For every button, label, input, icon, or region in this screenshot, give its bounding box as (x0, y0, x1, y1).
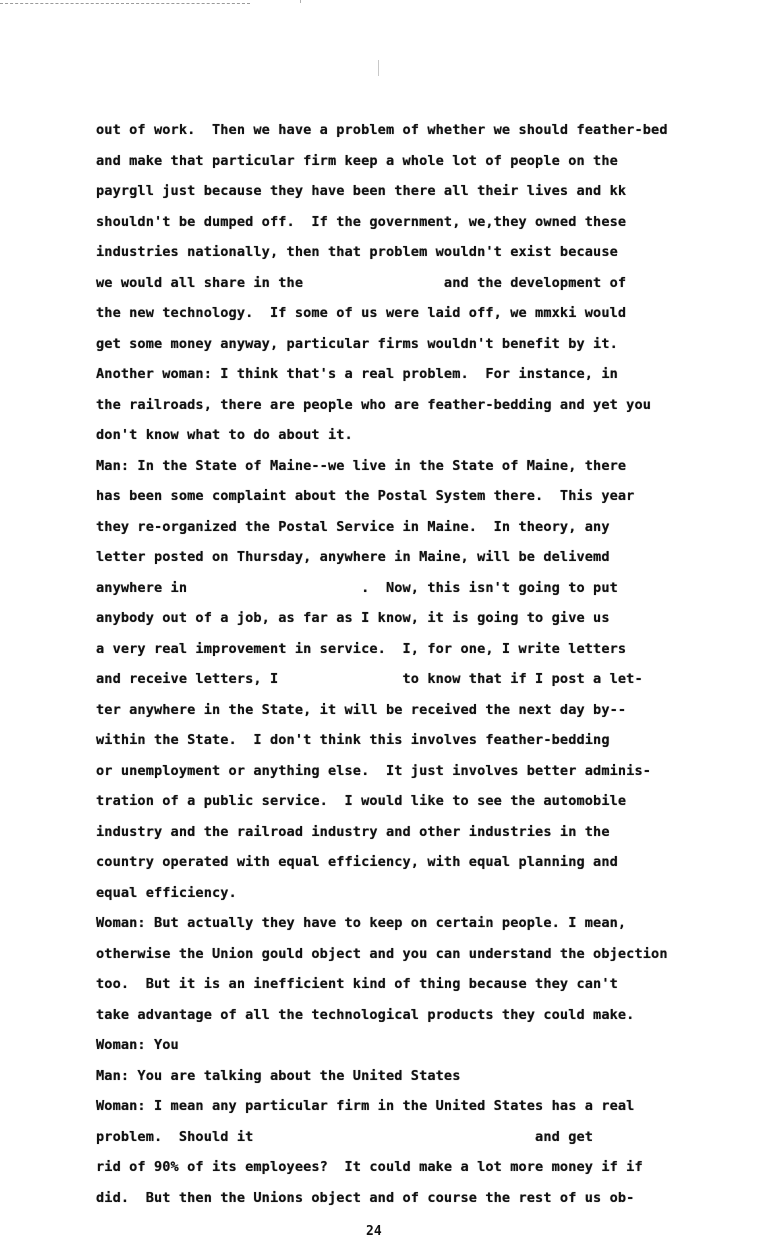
scan-edge-artifact (0, 3, 250, 4)
text-line: a very real improvement in service. I, for one, I write letters (96, 640, 627, 657)
text-line: shouldn't be dumped off. If the government, we,they owned these (96, 213, 627, 230)
text-line: equal efficiency. (96, 884, 237, 901)
text-line: did. But then the Unions object and of course the rest of us ob- (96, 1189, 635, 1206)
text-line: anybody out of a job, as far as I know, it is going to give us (96, 610, 610, 626)
text-line: Man: In the State of Maine--we live in the State of Maine, there (96, 457, 627, 474)
text-line: too. But it is an inefficient kind of thing because they can't (96, 976, 618, 992)
text-line: the new technology. If some of us were laid off, we mmxki would (96, 305, 627, 321)
text-line: Man: You are talking about the United States (96, 1067, 461, 1084)
text-line: Another woman: I think that's a real problem. For instance, in (96, 366, 618, 382)
text-line: Woman: But actually they have to keep on certain people. I mean, (96, 915, 627, 931)
text-line: Woman: You (96, 1037, 179, 1053)
text-line: anywhere in . Now, this isn't going to put (96, 579, 618, 596)
text-line: country operated with equal efficiency, with equal planning and (96, 854, 618, 870)
text-line: we would all share in the and the development of (96, 274, 627, 291)
text-line: within the State. I don't think this involves feather-bedding (96, 732, 610, 748)
text-line: industry and the railroad industry and other industries in the (96, 823, 610, 840)
page-number: 24 (366, 1224, 382, 1239)
text-line: problem. Should it and get (96, 1128, 594, 1145)
text-line: ter anywhere in the State, it will be received the next day by-- (96, 701, 627, 718)
text-line: rid of 90% of its employees? It could make a lot more money if if (96, 1159, 643, 1175)
text-line: and receive letters, I to know that if I post a let- (96, 671, 643, 687)
text-line: out of work. Then we have a problem of whether we should feather-bed (96, 122, 668, 138)
text-line: get some money anyway, particular firms wouldn't benefit by it. (96, 335, 618, 352)
text-line: payrgll just because they have been there all their lives and kk (96, 183, 627, 199)
text-line: they re-organized the Postal Service in Maine. In theory, any (96, 518, 610, 535)
text-line: or unemployment or anything else. It just involves better adminis- (96, 762, 652, 779)
text-line: letter posted on Thursday, anywhere in Maine, will be delivemd (96, 549, 610, 565)
text-line: and make that particular firm keep a whole lot of people on the (96, 152, 618, 169)
transcript-body (96, 115, 736, 1213)
text-line: take advantage of all the technological products they could make. (96, 1006, 635, 1023)
scan-edge-artifact (300, 0, 301, 3)
text-line: tration of a public service. I would like to see the automobile (96, 793, 627, 809)
text-line: has been some complaint about the Postal System there. This year (96, 488, 635, 504)
text-line: don't know what to do about it. (96, 427, 353, 443)
text-line: otherwise the Union gould object and you can understand the objection (96, 945, 668, 962)
text-line: Woman: I mean any particular firm in the United States has a real (96, 1098, 635, 1114)
text-line: the railroads, there are people who are feather-bedding and yet you (96, 396, 652, 413)
text-line: industries nationally, then that problem wouldn't exist because (96, 244, 618, 260)
scan-mark-artifact (378, 60, 379, 76)
